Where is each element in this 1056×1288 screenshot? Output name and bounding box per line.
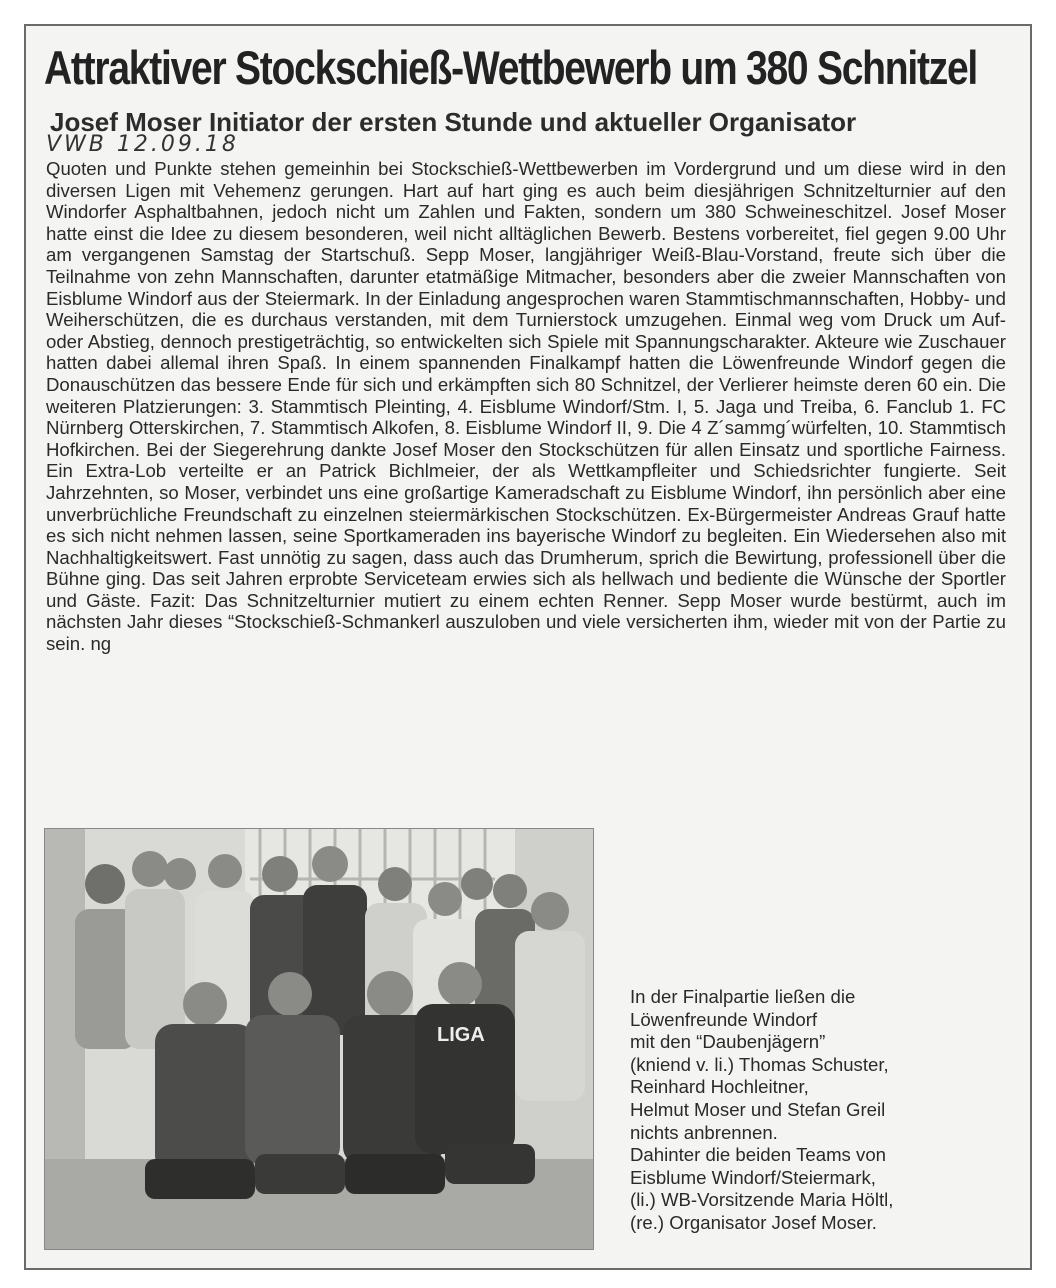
caption-line: Reinhard Hochleitner, [630,1076,809,1098]
caption-line: (kniend v. li.) Thomas Schuster, [630,1053,889,1075]
team-photo [44,828,594,1250]
caption-line: In der Finalpartie ließen die [630,986,856,1007]
caption-line: mit den “Daubenjägern” [630,1031,826,1053]
photo-caption [630,986,1020,1235]
jersey-text: LIGA [437,1024,485,1046]
article-headline: Attraktiver Stockschieß-Wettbewerb um 380 Schnitzel [44,41,977,94]
caption-line: (li.) WB-Vorsitzende Maria Höltl, [630,1189,894,1211]
article-body: Quoten und Punkte stehen gemeinhin bei Stockschieß-Wettbewerben im Vordergrund und um diese wird in den diversen Ligen mit Vehemenz gerungen. Hart auf hart ging es auch beim diesjährigen Schnitzelturnier auf den Windorfer Asphaltbahnen, jedoch nicht um Zahlen und Fakten, sondern um 380 Schweineschitzel. Josef Moser hatte einst die Idee zu diesem besonderen, weil nicht alltäglichen Bewerb. Bestens vorbereitet, fiel gegen 9.00 Uhr am vergangenen Samstag der Startschuß. Sepp Moser, langjähriger Weiß-Blau-Vorstand, freute sich über die Teilnahme von zehn Mannschaften, darunter etatmäßige Mitmacher, besonders aber die zweier Mannschaften von Eisblume Windorf aus der Steiermark. In der Einladung angesprochen waren Stammtischmannschaften, Hobby- und Weiherschützen, die es durchaus verstanden, mit dem Turnierstock umzugehen. Einmal weg vom Druck um Auf- oder Abstieg, dennoch prestigeträchtig, so entwickelten sich Spiele mit Spannungscharakter. Akteure wie Zuschauer hatten dabei allemal ihren Spaß. In einem spannenden Finalkampf hatten die Löwenfreunde Windorf gegen die Donauschützen das bessere Ende für sich und erkämpften sich 80 Schnitzel, der Verlierer heimste deren 60 ein. Die weiteren Platzierungen: 3. Stammtisch Pleinting, 4. Eisblume Windorf/Stm. I, 5. Jaga und Treiba, 6. Fanclub 1. FC Nürnberg Otterskirchen, 7. Stammtisch Alkofen, 8. Eisblume Windorf II, 9. Die 4 Z´sammg´würfelten, 10. Stammtisch Hofkirchen. Bei der Siegerehrung dankte Josef Moser den Stockschützen für allen Einsatz und sportliche Fairness. Ein Extra-Lob verteilte er an Patrick Bichlmeier, der als Wettkampfleiter und Schiedsrichter fungierte. Seit Jahrzehnten, so Moser, verbindet uns eine großartige Kameradschaft zu Eisblume Windorf, ihn persönlich aber eine unverbrüchliche Freundschaft zu einzelnen steiermärkischen Stockschützen. Ex-Bürgermeister Andreas Grauf hatte es sich nicht nehmen lassen, seine Sportkameraden ins bayerische Windorf zu begleiten. Ein Wiedersehen also mit Nachhaltigkeitswert. Fast unnötig zu sagen, dass auch das Drumherum, sprich die Bewirtung, professionell über die Bühne ging. Das seit Jahren erprobte Serviceteam erwies sich als hellwach und bediente die Wünsche der Sportler und Gäste. Fazit: Das Schnitzelturnier mutiert zu einem echten Renner. Sepp Moser wurde bestürmt, auch im nächsten Jahr dieses “Stockschieß-Schmankerl auszuloben und viele versicherten ihm, wieder mit von der Partie zu sein. ng [46,158,1006,655]
caption-line: Dahinter die beiden Teams von [630,1144,886,1166]
article-subheadline: Josef Moser Initiator der ersten Stunde und aktueller Organisator [50,107,857,137]
caption-line: nichts anbrennen. [630,1121,778,1143]
handwritten-date-note: VWB 12.09.18 [46,132,239,157]
team-photo-illustration [45,829,593,1249]
caption-line: Helmut Moser und Stefan Greil [630,1098,886,1120]
caption-line: Eisblume Windorf/Steiermark, [630,1166,876,1188]
caption-line: Löwenfreunde Windorf [630,1008,818,1030]
caption-line: (re.) Organisator Josef Moser. [630,1211,877,1233]
